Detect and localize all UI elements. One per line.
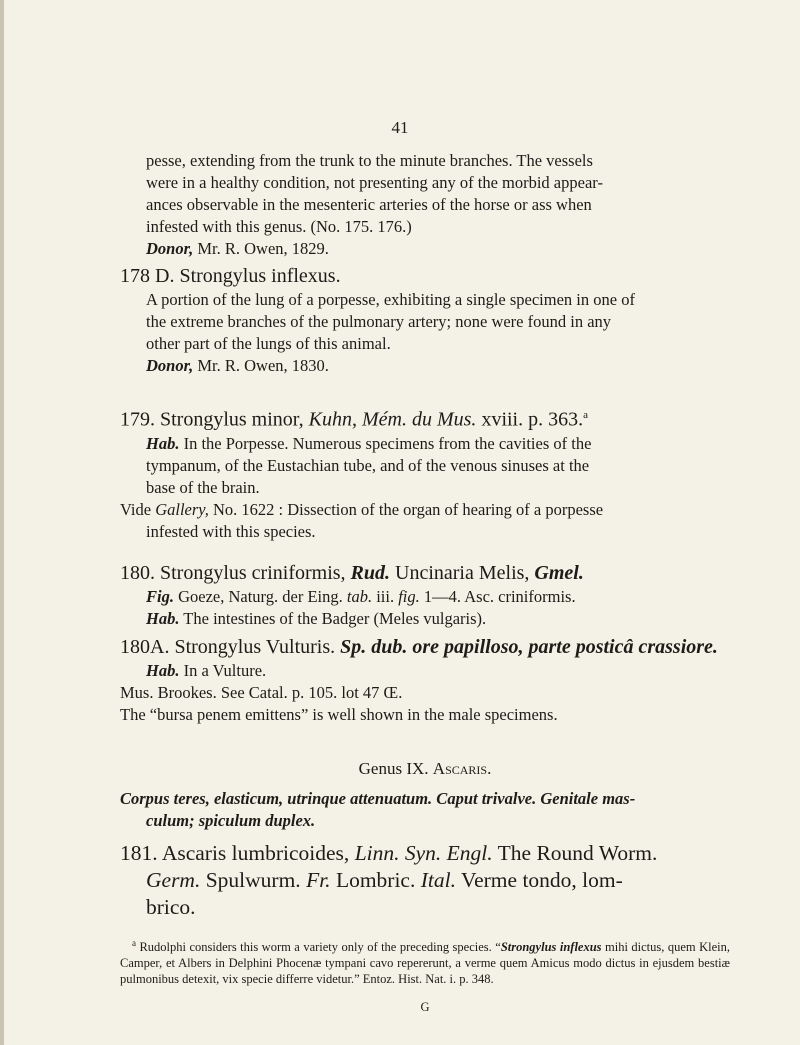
text-line: Germ. Spulwurm. Fr. Lombric. Ital. Verme tondo, lom- — [146, 868, 623, 892]
text-line: the extreme branches of the pulmonary artery; none were found in any — [146, 312, 612, 331]
text-line: base of the brain. — [146, 477, 260, 497]
footnote-marker: a — [583, 409, 588, 421]
text-line: tympanum, of the Eustachian tube, and of the venous sinuses at the — [146, 455, 590, 475]
entry-heading: 180. Strongylus criniformis, Rud. Uncinaria Melis, Gmel. — [120, 562, 584, 584]
genus-description — [120, 788, 730, 832]
hab-line: Hab. The intestines of the Badger (Meles vulgaris). — [146, 609, 487, 628]
donor-label: Donor, — [146, 239, 194, 258]
entry-180 — [120, 560, 730, 630]
entry-180a — [120, 634, 730, 726]
footnote: $^a$ Rudolphi considers this worm a variety only of the preceding species. “Strongylus inflexus mihi dictus, quem Klein, Camper, et Albers in Delphini Phocenæ tympani cavo repererunt, a verme quem Amicus modo dictus in ejusdem bestiæ pulmonibus detexit, vix specie differre videtur.” Entoz. Hist. Nat. i. p. 348. — [120, 938, 730, 987]
text-line: infested with this genus. (No. 175. 176.) — [146, 217, 412, 236]
donor-line: Donor, Mr. R. Owen, 1830. — [146, 356, 329, 375]
donor-line: Donor, Mr. R. Owen, 1829. — [146, 239, 329, 258]
text-line: Corpus teres, elasticum, utrinque attenuatum. Caput trivalve. Genitale mas- — [120, 789, 636, 808]
text-line: pesse, extending from the trunk to the minute branches. The vessels — [146, 151, 593, 170]
entry-heading: 179. Strongylus minor, Kuhn, Mém. du Mus. xviii. p. 363.$^a$ — [120, 408, 588, 431]
text-line: brico. — [146, 895, 196, 919]
text-line: infested with this species. — [146, 521, 316, 541]
signature-mark: G — [420, 1000, 430, 1014]
page-number: 41 — [391, 118, 409, 137]
text-line: ances observable in the mesenteric arteries of the horse or ass when — [146, 195, 592, 214]
paragraph-continuation — [120, 150, 730, 260]
hab-line: Hab. In the Porpesse. Numerous specimens from the cavities of the — [146, 433, 592, 453]
entry-heading: 180A. Strongylus Vulturis. Sp. dub. ore papilloso, parte posticâ crassiore. — [120, 636, 718, 658]
text-line: culum; spiculum duplex. — [146, 811, 316, 830]
text-line: other part of the lungs of this animal. — [146, 334, 391, 353]
entry-heading: 181. Ascaris lumbricoides, Linn. Syn. Engl. The Round Worm. — [120, 841, 658, 865]
page-edge — [0, 0, 4, 1045]
hab-line: Hab. In a Vulture. — [146, 661, 267, 680]
footnote-marker: a — [132, 938, 136, 948]
vide-line: Vide Gallery, No. 1622 : Dissection of the organ of hearing of a porpesse — [120, 499, 604, 519]
genus-heading: Genus IX. Ascaris. — [358, 759, 492, 778]
text-line: were in a healthy condition, not presenting any of the morbid appear- — [146, 173, 603, 192]
entry-179 — [120, 402, 730, 543]
bursa-line: The “bursa penem emittens” is well shown in the male specimens. — [120, 705, 558, 724]
mus-line: Mus. Brookes. See Catal. p. 105. lot 47 Œ. — [120, 683, 403, 702]
fig-line: Fig. Goeze, Naturg. der Eing. tab. iii. fig. 1—4. Asc. criniformis. — [146, 587, 576, 606]
entry-181 — [120, 840, 730, 921]
entry-178d — [120, 263, 730, 377]
text-line: A portion of the lung of a porpesse, exhibiting a single specimen in one of — [146, 290, 635, 309]
entry-heading: 178 D. Strongylus inflexus. — [120, 265, 341, 287]
